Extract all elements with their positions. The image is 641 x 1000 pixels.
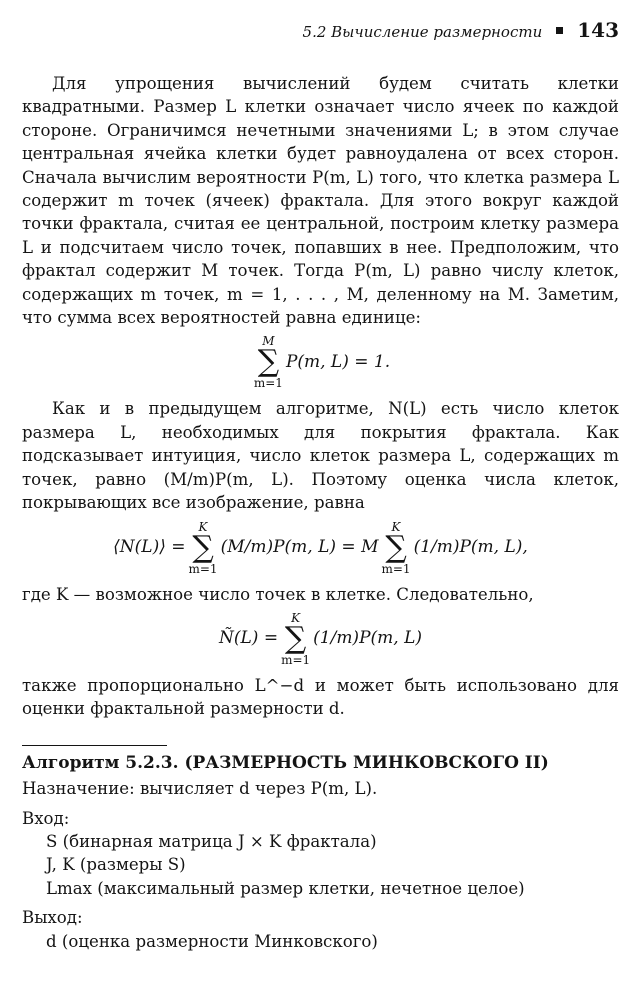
- equation-3-left: Ñ(L) =: [218, 628, 279, 649]
- sum-upper-limit: K: [198, 519, 208, 534]
- sum-lower-limit: m=1: [253, 376, 283, 391]
- sum-operator: M ∑ m=1: [253, 334, 283, 391]
- sum-lower-limit: m=1: [281, 652, 311, 667]
- page: [22, 0, 619, 1000]
- sum-operator: K ∑ m=1: [281, 610, 311, 667]
- algorithm-output-label: Выход:: [22, 908, 83, 928]
- equation-2-middle: (M/m)P(m, L) = M: [220, 536, 379, 557]
- equation-2-left: ⟨N(L)⟩ =: [113, 536, 186, 557]
- paragraph-4: также пропорционально L^−d и может быть использовано для оценки фрактальной размерности d.: [22, 675, 619, 719]
- header-bullet-icon: [556, 27, 563, 34]
- page-number: 143: [577, 18, 619, 42]
- paragraph-1: Для упрощения вычислений будем считать клетки квадратными. Размер L клетки означает число ячеек по каждой стороне. Ограничимся нечетными значениями L; в этом случае центральная ячейка клетки будет равноудалена от всех сторон. Сначала вычислим вероятности P(m, L) того, что клетка размера L содержит m точек (ячеек) фрактала. Для этого вокруг каждой точки фрактала, считая ее центральной, построим клетку размера L и подсчитаем число точек, попавших в нее. Предположим, что фрактал содержит M точек. Тогда P(m, L) равно числу клеток, содержащих m точек, m = 1, . . . , M, деленному на M. Заметим, что сумма всех вероятностей равна единице:: [22, 74, 619, 328]
- equation-3: [22, 612, 619, 666]
- sum-upper-limit: K: [391, 519, 401, 534]
- algorithm-input-item: J, K (размеры S): [46, 855, 186, 875]
- algorithm-title: Алгоритм 5.2.3. (РАЗМЕРНОСТЬ МИНКОВСКОГО II): [22, 752, 549, 773]
- equation-1: [22, 335, 619, 389]
- algorithm-output-item: d (оценка размерности Минковского): [46, 931, 378, 951]
- page-body: [22, 72, 619, 953]
- paragraph-2: Как и в предыдущем алгоритме, N(L) есть число клеток размера L, необходимых для покрытия фрактала. Как подсказывает интуиция, число клеток размера L, содержащих m точек, равно (M/m)P(m, L). Поэтому оценка числа клеток, покрывающих все изображение, равна: [22, 399, 619, 513]
- sum-operator: K ∑ m=1: [381, 519, 411, 576]
- section-divider: [22, 745, 167, 746]
- sum-upper-limit: M: [262, 334, 275, 349]
- sum-lower-limit: m=1: [188, 561, 218, 576]
- algorithm-input-item: S (бинарная матрица J × K фрактала): [46, 831, 377, 851]
- paragraph-3: где K — возможное число точек в клетке. Следовательно,: [22, 584, 534, 604]
- equation-1-body: P(m, L) = 1.: [285, 351, 391, 372]
- running-title: 5.2 Вычисление размерности: [302, 23, 543, 41]
- equation-2: [22, 521, 619, 575]
- equation-3-body: (1/m)P(m, L): [313, 628, 422, 649]
- algorithm-input-label: Вход:: [22, 808, 70, 828]
- sum-lower-limit: m=1: [381, 561, 411, 576]
- sum-operator: K ∑ m=1: [188, 519, 218, 576]
- algorithm-input-item: Lmax (максимальный размер клетки, нечетное целое): [46, 878, 525, 898]
- equation-2-right: (1/m)P(m, L),: [413, 536, 528, 557]
- running-header: [303, 18, 619, 44]
- algorithm-purpose: Назначение: вычисляет d через P(m, L).: [22, 779, 378, 799]
- sum-upper-limit: K: [291, 610, 301, 625]
